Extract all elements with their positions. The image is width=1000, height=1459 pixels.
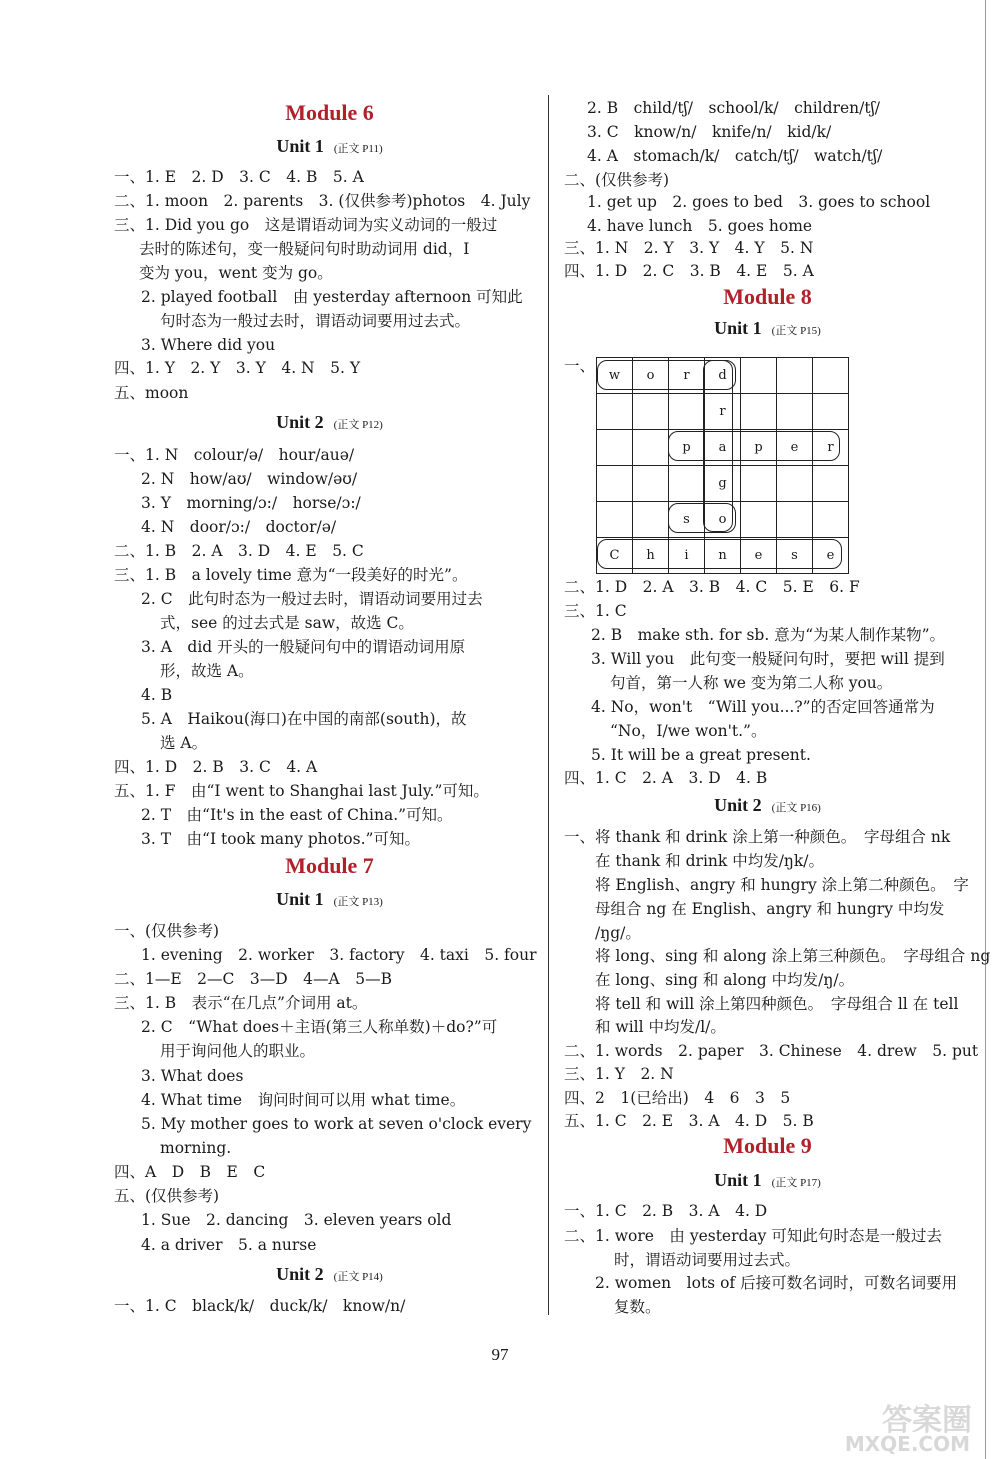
m6-unit1-heading <box>112 136 547 157</box>
grid-cell <box>813 358 849 394</box>
answer-line: 4. B <box>141 686 173 704</box>
grid-cell <box>597 394 633 430</box>
unit-ref: (正文 P12) <box>333 419 383 431</box>
answer-line: 2. B child/tʃ/ school/k/ children/tʃ/ <box>587 99 881 117</box>
m9-unit1-heading <box>550 1170 985 1191</box>
answer-line: 去时的陈述句，变一般疑问句时助动词用 did，I <box>139 240 470 258</box>
grid-cell: r <box>813 430 849 466</box>
answer-line: 在 long、sing 和 along 中均发/ŋ/。 <box>595 971 855 989</box>
grid-cell <box>777 358 813 394</box>
answer-line: 三、1. Y 2. N <box>564 1065 674 1083</box>
grid-cell: s <box>669 502 705 538</box>
answer-line: 时，谓语动词要用过去式。 <box>614 1251 801 1269</box>
answer-line: 四、1. C 2. A 3. D 4. B <box>564 769 768 787</box>
word-outline-so <box>668 503 736 533</box>
module-8-heading: Module 8 <box>723 284 812 309</box>
grid-cell <box>669 394 705 430</box>
grid-cell: e <box>813 538 849 574</box>
answer-line: 一、(仅供参考) <box>114 922 220 940</box>
answer-line: 式，see 的过去式是 saw，故选 C。 <box>160 614 414 632</box>
answer-line: 四、1. Y 2. Y 3. Y 4. N 5. Y <box>114 359 361 377</box>
answer-line: 3. C know/n/ knife/n/ kid/k/ <box>587 123 832 141</box>
grid-cell <box>777 394 813 430</box>
grid-cell <box>777 502 813 538</box>
grid-cell <box>777 466 813 502</box>
answer-line: /ŋg/。 <box>595 924 641 942</box>
answer-line: 4. What time 询问时间可以用 what time。 <box>141 1091 466 1109</box>
answer-line: 四、2 1(已给出) 4 6 3 5 <box>564 1089 791 1107</box>
answer-line: 在 thank 和 drink 中均发/ŋk/。 <box>595 852 825 870</box>
page-edge <box>985 0 1000 1459</box>
grid-cell: r <box>669 358 705 394</box>
answer-line: 二、1. moon 2. parents 3. (仅供参考)photos 4. July <box>114 192 531 210</box>
word-outline-chinese <box>597 539 842 569</box>
grid-label: 一、 <box>564 357 596 375</box>
grid-cell <box>813 394 849 430</box>
answer-line: 一、1. E 2. D 3. C 4. B 5. A <box>114 168 364 186</box>
grid-cell <box>633 394 669 430</box>
answer-line: 句首，第一人称 we 变为第二人称 you。 <box>610 674 893 692</box>
unit-title: Unit 1 <box>276 889 324 909</box>
grid-cell: d <box>705 358 741 394</box>
grid-cell: o <box>633 358 669 394</box>
answer-line: 2. women lots of 后接可数名词时，可数名词要用 <box>595 1274 958 1292</box>
unit-ref: (正文 P15) <box>771 325 821 337</box>
answer-line: 四、1. D 2. B 3. C 4. A <box>114 758 318 776</box>
grid-cell <box>597 466 633 502</box>
unit-title: Unit 1 <box>714 318 762 338</box>
answer-line: 五、(仅供参考) <box>114 1187 220 1205</box>
answer-line: 一、1. N colour/ə/ hour/auə/ <box>114 446 355 464</box>
watermark-logo: 答案圈 <box>882 1403 972 1438</box>
word-outline-paper <box>668 431 840 461</box>
module-9-heading: Module 9 <box>723 1133 812 1158</box>
grid-cell: a <box>705 430 741 466</box>
page-number: 97 <box>491 1345 509 1364</box>
answer-line: 一、1. C 2. B 3. A 4. D <box>564 1202 768 1220</box>
grid-cell: n <box>705 538 741 574</box>
answer-line: 和 will 中均发/l/。 <box>595 1018 726 1036</box>
m6-unit2-heading <box>112 412 547 433</box>
answer-line: 2. C “What does＋主语(第三人称单数)＋do?”可 <box>141 1018 498 1036</box>
answer-line: 2. C 此句时态为一般过去时，谓语动词要用过去 <box>141 590 483 608</box>
answer-line: 三、1. B a lovely time 意为“一段美好的时光”。 <box>114 566 468 584</box>
answer-line: 四、1. D 2. C 3. B 4. E 5. A <box>564 262 814 280</box>
unit-ref: (正文 P14) <box>333 1271 383 1283</box>
answer-line: 五、1. C 2. E 3. A 4. D 5. B <box>564 1112 814 1130</box>
answer-line: 5. My mother goes to work at seven o'clock every <box>141 1115 532 1133</box>
answer-line: 3. T 由“I took many photos.”可知。 <box>141 830 420 848</box>
module-6-heading: Module 6 <box>285 100 374 125</box>
grid-cell <box>669 466 705 502</box>
answer-line: 三、1. C <box>564 602 627 620</box>
answer-line: 母组合 ng 在 English、angry 和 hungry 中均发 <box>595 900 945 918</box>
grid-cell <box>813 502 849 538</box>
answer-line: 1. Sue 2. dancing 3. eleven years old <box>141 1211 452 1229</box>
answer-line: 2. T 由“It's in the east of China.”可知。 <box>141 806 453 824</box>
grid-cell <box>741 358 777 394</box>
answer-line: 5. A Haikou(海口)在中国的南部(south)，故 <box>141 710 467 728</box>
answer-line: 4. No，won't “Will you...?”的否定回答通常为 <box>591 698 935 716</box>
answer-line: 4. have lunch 5. goes home <box>587 217 813 235</box>
grid-cell: o <box>705 502 741 538</box>
grid-cell: e <box>741 538 777 574</box>
answer-line: 将 English、angry 和 hungry 涂上第二种颜色。 字 <box>595 876 969 894</box>
m8-unit2-heading <box>550 795 985 816</box>
unit-title: Unit 1 <box>714 1170 762 1190</box>
grid-cell: p <box>669 430 705 466</box>
m7-unit1-heading <box>112 889 547 910</box>
grid-cell <box>633 430 669 466</box>
column-divider <box>548 95 549 1315</box>
grid-cell: i <box>669 538 705 574</box>
answer-line: 将 long、sing 和 along 涂上第三种颜色。 字母组合 ng <box>595 947 991 965</box>
grid-cell <box>741 394 777 430</box>
answer-line: 3. What does <box>141 1067 244 1085</box>
answer-line: 二、1. words 2. paper 3. Chinese 4. drew 5. put <box>564 1042 979 1060</box>
answer-line: 二、1. wore 由 yesterday 可知此句时态是一般过去 <box>564 1227 942 1245</box>
answer-line: 3. Y morning/ɔ:/ horse/ɔ:/ <box>141 494 361 512</box>
answer-line: 2. N how/aʊ/ window/əʊ/ <box>141 470 358 488</box>
answer-line: 复数。 <box>614 1298 661 1316</box>
module-7-heading: Module 7 <box>285 853 374 878</box>
grid-cell <box>813 466 849 502</box>
answer-line: 4. N door/ɔ:/ doctor/ə/ <box>141 518 337 536</box>
unit-title: Unit 2 <box>276 1264 324 1284</box>
answer-line: morning. <box>160 1139 232 1157</box>
grid-cell <box>633 502 669 538</box>
answer-line: 3. Will you 此句变一般疑问句时，要把 will 提到 <box>591 650 945 668</box>
answer-line: 四、A D B E C <box>114 1163 266 1181</box>
grid-cell: s <box>777 538 813 574</box>
answer-line: “No，I/we won't.”。 <box>610 722 767 740</box>
answer-line: 选 A。 <box>160 734 208 752</box>
answer-line: 五、moon <box>114 384 189 402</box>
grid-cell: e <box>777 430 813 466</box>
answer-line: 形，故选 A。 <box>160 662 254 680</box>
grid-cell: w <box>597 358 633 394</box>
watermark-url: MXQE.COM <box>844 1432 970 1456</box>
answer-line: 4. A stomach/k/ catch/tʃ/ watch/tʃ/ <box>587 147 883 165</box>
unit-ref: (正文 P11) <box>333 143 383 155</box>
grid-cell: p <box>741 430 777 466</box>
grid-cell: g <box>705 466 741 502</box>
m8-unit1-heading <box>550 318 985 339</box>
answer-line: 五、1. F 由“I went to Shanghai last July.”可知。 <box>114 782 489 800</box>
answer-line: 一、将 thank 和 drink 涂上第一种颜色。 字母组合 nk <box>564 828 951 846</box>
unit-title: Unit 2 <box>714 795 762 815</box>
answer-line: 1. evening 2. worker 3. factory 4. taxi 5. four <box>141 946 537 964</box>
answer-line: 5. It will be a great present. <box>591 746 811 764</box>
answer-line: 2. B make sth. for sb. 意为“为某人制作某物”。 <box>591 626 946 644</box>
answer-line: 2. played football 由 yesterday afternoon 可知此 <box>141 288 523 306</box>
answer-line: 三、1. N 2. Y 3. Y 4. Y 5. N <box>564 239 814 257</box>
answer-line: 二、1. B 2. A 3. D 4. E 5. C <box>114 542 364 560</box>
answer-line: 用于询问他人的职业。 <box>160 1042 316 1060</box>
unit-ref: (正文 P13) <box>333 896 383 908</box>
answer-line: 3. A did 开头的一般疑问句中的谓语动词用原 <box>141 638 466 656</box>
unit-ref: (正文 P16) <box>771 802 821 814</box>
grid-cell: r <box>705 394 741 430</box>
answer-line: 二、1. D 2. A 3. B 4. C 5. E 6. F <box>564 578 860 596</box>
answer-line: 4. a driver 5. a nurse <box>141 1236 317 1254</box>
unit-title: Unit 1 <box>276 136 324 156</box>
answer-line: 一、1. C black/k/ duck/k/ know/n/ <box>114 1297 406 1315</box>
m7-unit2-heading <box>112 1264 547 1285</box>
answer-line: 3. Where did you <box>141 336 276 354</box>
answer-line: 三、1. Did you go 这是谓语动词为实义动词的一般过 <box>114 216 498 234</box>
grid-cell <box>741 466 777 502</box>
answer-line: 二、1—E 2—C 3—D 4—A 5—B <box>114 970 392 988</box>
answer-line: 三、1. B 表示“在几点”介词用 at。 <box>114 994 368 1012</box>
grid-cell <box>741 502 777 538</box>
answer-line: 句时态为一般过去时，谓语动词要用过去式。 <box>160 312 471 330</box>
unit-title: Unit 2 <box>276 412 324 432</box>
grid-cell: C <box>597 538 633 574</box>
answer-line: 1. get up 2. goes to bed 3. goes to school <box>587 193 931 211</box>
grid-cell: h <box>633 538 669 574</box>
grid-cell <box>597 430 633 466</box>
answer-line: 二、(仅供参考) <box>564 171 670 189</box>
answer-line: 变为 you，went 变为 go。 <box>139 264 333 282</box>
grid-cell <box>597 502 633 538</box>
unit-ref: (正文 P17) <box>771 1177 821 1189</box>
answer-line: 将 tell 和 will 涂上第四种颜色。 字母组合 ll 在 tell <box>595 995 959 1013</box>
grid-cell <box>633 466 669 502</box>
